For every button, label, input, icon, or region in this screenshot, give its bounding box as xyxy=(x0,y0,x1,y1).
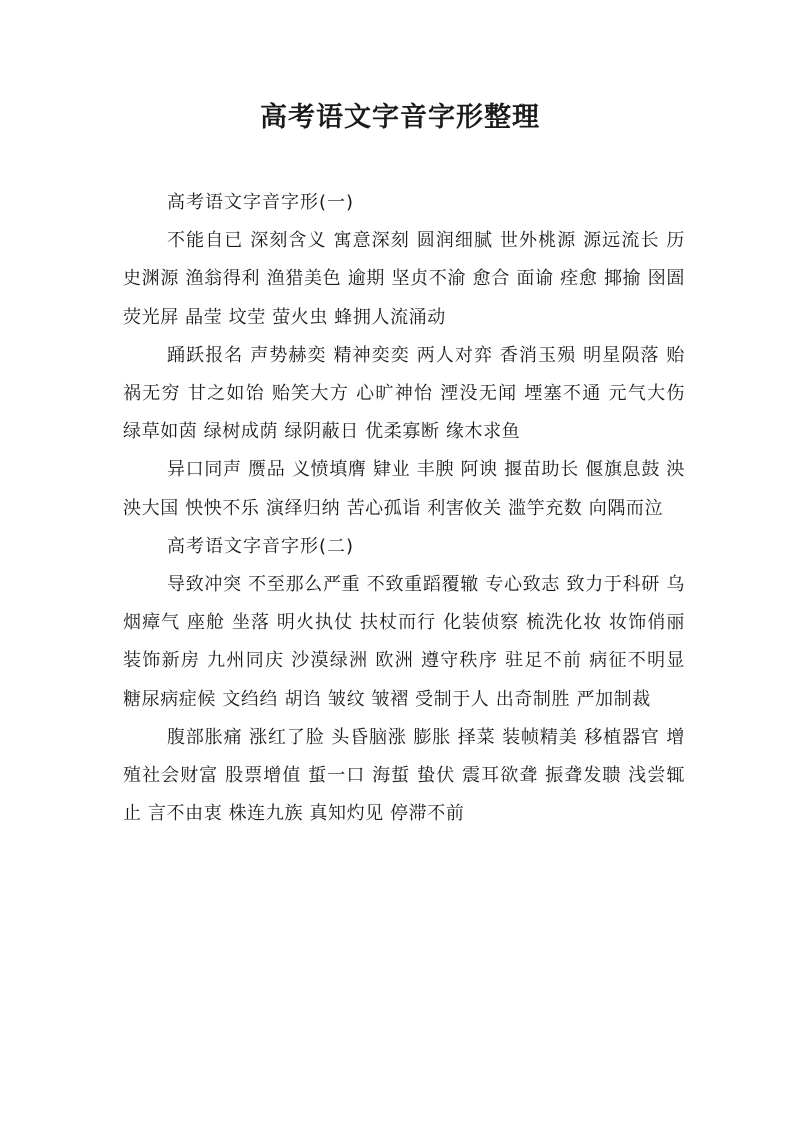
paragraph: 踊跃报名 声势赫奕 精神奕奕 两人对弈 香消玉殒 明星陨落 贻祸无穷 甘之如饴 贻笑大方 心旷神怡 湮没无闻 堙塞不通 元气大伤 绿草如茵 绿树成荫 绿阴蔽日 优柔寡断 缘木求鱼 xyxy=(123,344,685,443)
paragraph: 异口同声 赝品 义愤填膺 肄业 丰腴 阿谀 揠苗助长 偃旗息鼓 泱泱大国 怏怏不乐 演绎归纳 苦心孤诣 利害攸关 滥竽充数 向隅而泣 xyxy=(123,459,685,519)
paragraph: 不能自已 深刻含义 寓意深刻 圆润细腻 世外桃源 源远流长 历史渊源 渔翁得利 渔猎美色 逾期 坚贞不渝 愈合 面谕 痊愈 揶揄 囹圄 荧光屏 晶莹 坟茔 萤火虫 蜂拥人流涌动 xyxy=(123,230,685,328)
paragraph: 导致冲突 不至那么严重 不致重蹈覆辙 专心致志 致力于科研 乌烟瘴气 座舱 坐落 明火执仗 扶杖而行 化装侦察 梳洗化妆 妆饰俏丽 装饰新房 九州同庆 沙漠绿洲 欧洲 遵守秩序 驻足不前 病征不明显 糖尿病症候 文绉绉 胡诌 皱纹 皱褶 受制于人 出奇制胜 严加制裁 xyxy=(123,574,685,710)
section-heading-1: 高考语文字音字形(一) xyxy=(167,192,355,213)
document-body xyxy=(123,184,685,833)
section-heading-2: 高考语文字音字形(二) xyxy=(167,535,355,557)
document-title: 高考语文字音字形整理 xyxy=(260,102,540,133)
paragraph: 腹部胀痛 涨红了脸 头昏脑涨 膨胀 择菜 装帧精美 移植器官 增殖社会财富 股票增值 蜇一口 海蜇 蛰伏 震耳欲聋 振聋发聩 浅尝辄止 言不由衷 株连九族 真知灼见 停滞不前 xyxy=(123,726,685,825)
